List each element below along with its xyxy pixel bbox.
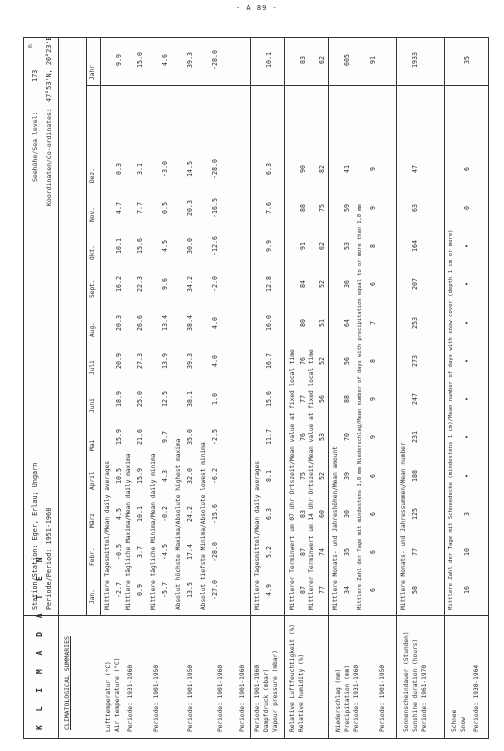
humidity-14-cell: 82 — [318, 165, 326, 173]
precip-label-de: Niederschlag (mm) — [335, 668, 342, 732]
humidity-07-cell: 80 — [299, 319, 307, 327]
temp-mean-cell: 10.1 — [115, 238, 123, 254]
temp-mean-cell: 20.3 — [115, 315, 123, 331]
humidity-07-cell: 91 — [299, 242, 307, 250]
year-column-rule — [86, 85, 488, 86]
precip-days-cell: 6 — [369, 282, 377, 286]
temp-min-mean-cell: 12.5 — [161, 391, 169, 407]
vapour-mean-cell: 16.7 — [265, 353, 273, 369]
temp-abs-min-cell: -2.0 — [211, 276, 219, 292]
vapour-mean-cell: 15.6 — [265, 391, 273, 407]
vapour-period: Periode: 1901-1960 — [254, 664, 261, 732]
humidity-14-cell: 77 — [318, 586, 326, 594]
sunshine-hours-cell: 207 — [411, 278, 419, 290]
temp-abs-max-cell: 17.4 — [186, 544, 194, 560]
temp-min-mean-cell: -5.7 — [161, 582, 169, 598]
section-rule-vapour — [284, 38, 285, 738]
precip-days-cell: 6 — [369, 550, 377, 554]
temp-label-en: Air temperature (°C) — [114, 657, 121, 732]
temp-max-mean-cell: 3.1 — [136, 163, 144, 175]
vapour-mean-cell: 7.6 — [265, 202, 273, 214]
precip-amount-cell: 35 — [343, 548, 351, 556]
vapour-mean-cell: 4.9 — [265, 584, 273, 596]
sunshine-period: Periode: 1961-1970 — [421, 664, 428, 732]
temp-abs-min-cell: -12.6 — [211, 236, 219, 256]
title-rule — [58, 38, 59, 738]
sunshine-hours-cell: 77 — [411, 548, 419, 556]
section-rule-sunshine — [444, 38, 445, 738]
humidity-07-cell: 76 — [299, 357, 307, 365]
precip-amount-cell: 53 — [343, 242, 351, 250]
temp-max-mean-cell: 10.1 — [136, 506, 144, 522]
section-rule-precip — [396, 38, 397, 738]
temp-abs-max-cell: 24.2 — [186, 506, 194, 522]
temp-period-5: Periode: 1901-1960 — [239, 664, 246, 732]
elevation-value: 173 — [31, 69, 39, 82]
humidity-07-cell: 83 — [299, 56, 307, 64]
humidity-14-cell: 75 — [318, 204, 326, 212]
temp-min-mean-cell: 4.5 — [161, 240, 169, 252]
month-header-8: Sept. — [89, 279, 96, 298]
humidity-14-cell: 56 — [318, 395, 326, 403]
humidity-14-cell: 52 — [318, 280, 326, 288]
precip-period-1: Periode: 1931-1960 — [353, 664, 360, 732]
temp-abs-min-cell: -28.0 — [211, 159, 219, 179]
temp-abs-max-cell: 38.4 — [186, 315, 194, 331]
sunshine-hours-cell: 1933 — [411, 52, 419, 68]
month-header-10: Nov. — [89, 207, 96, 222]
temp-min-mean-cell: 9.6 — [161, 278, 169, 290]
humidity-07-cell: 83 — [299, 510, 307, 518]
section-rule-humidity — [328, 38, 329, 738]
temp-desc-2: Mittlere tägliche Maxima/Mean daily maxima — [125, 453, 132, 610]
snow-days-cell: 16 — [463, 586, 471, 594]
temp-period-4: Periode: 1901-1960 — [217, 664, 224, 732]
coordinates-value: 47°53'N, 20°23'E — [45, 36, 53, 102]
sunshine-hours-cell: 63 — [411, 204, 419, 212]
temp-abs-max-cell: 20.3 — [186, 200, 194, 216]
precip-amount-cell: 64 — [343, 319, 351, 327]
snow-days-cell: 10 — [463, 548, 471, 556]
temp-abs-min-cell: -28.0 — [211, 542, 219, 562]
sunshine-label-en: Sunshine duration (hours) — [412, 638, 419, 732]
humidity-07-cell: 75 — [299, 472, 307, 480]
month-header-1: Febr. — [89, 547, 96, 566]
precip-amount-cell: 88 — [343, 395, 351, 403]
vapour-label-en: Vapour pressure (mbar) — [272, 650, 279, 732]
precip-days-cell: 7 — [369, 321, 377, 325]
vapour-mean-cell: 10.1 — [265, 52, 273, 68]
section-rule-temp — [250, 38, 251, 738]
precip-desc-2: Mittlere Zahl der Tage mit mindestens 1,0 mm Niederschlag/Mean number of days with precipitation equal to or more than 1,0 mm — [357, 204, 363, 610]
vapour-mean-cell: 5.2 — [265, 546, 273, 558]
temp-abs-min-cell: -28.0 — [211, 50, 219, 70]
month-header-4: Mai — [89, 439, 96, 451]
precip-days-cell: 6 — [369, 474, 377, 478]
humidity-label-en: Relative humidity (%) — [298, 653, 305, 732]
humidity-07-cell: 84 — [299, 280, 307, 288]
sunshine-desc: Mittlere Monats- und Jahressummen/Mean number — [400, 442, 407, 610]
temp-period-3: Periode: 1901-1950 — [187, 664, 194, 732]
sunshine-hours-cell: 125 — [411, 508, 419, 520]
precip-days-cell: 9 — [369, 167, 377, 171]
humidity-07-cell: 90 — [299, 165, 307, 173]
snow-days-cell: • — [463, 435, 471, 439]
temp-mean-cell: 20.9 — [115, 353, 123, 369]
sunshine-hours-cell: 253 — [411, 317, 419, 329]
month-header-5: Juni — [89, 398, 96, 413]
doc-title: K L I M A D A T E N — [35, 552, 44, 730]
humidity-14-cell: 53 — [318, 433, 326, 441]
precip-amount-cell: 30 — [343, 510, 351, 518]
sunshine-hours-cell: 47 — [411, 165, 419, 173]
month-header-11: Dez. — [89, 168, 96, 183]
snow-days-cell: 0 — [463, 206, 471, 210]
month-header-3: April — [89, 471, 96, 490]
temp-abs-max-cell: 38.1 — [186, 391, 194, 407]
precip-days-cell: 6 — [369, 512, 377, 516]
temp-abs-min-cell: 4.0 — [211, 317, 219, 329]
temp-abs-max-cell: 14.5 — [186, 161, 194, 177]
humidity-desc-2: Mittlerer Terminwert um 14 Uhr Ortszeit/Mean value at fixed local time — [308, 349, 315, 610]
temp-abs-max-cell: 13.5 — [186, 582, 194, 598]
vapour-mean-cell: 6.3 — [265, 508, 273, 520]
temp-mean-cell: 15.9 — [115, 429, 123, 445]
temp-mean-cell: 0.3 — [115, 163, 123, 175]
sunshine-hours-cell: 231 — [411, 431, 419, 443]
temp-max-mean-cell: 15.0 — [136, 52, 144, 68]
humidity-14-cell: 74 — [318, 548, 326, 556]
snow-days-cell: • — [463, 282, 471, 286]
humidity-07-cell: 76 — [299, 433, 307, 441]
precip-amount-cell: 36 — [343, 280, 351, 288]
vapour-mean-cell: 16.0 — [265, 315, 273, 331]
temp-max-mean-cell: 15.6 — [136, 238, 144, 254]
snow-desc: Mittlere Zahl der Tage mit Schneedecke (mindestens 1 cm)/Mean number of days with snow cover (depth 1 cm or more) — [448, 229, 454, 610]
temp-min-mean-cell: 9.7 — [161, 431, 169, 443]
month-header-7: Aug. — [89, 322, 96, 337]
temp-desc-1: Mittlere Tagesmittel/Mean daily averages — [104, 460, 111, 610]
vapour-mean-cell: 9.9 — [265, 240, 273, 252]
snow-label-de: Schnee — [451, 709, 458, 732]
humidity-label-de: Relative Luftfeuchtigkeit (%) — [289, 623, 296, 732]
station-name: Station/Station: Eger, Erlau; Ungarn — [31, 462, 39, 610]
precip-period-2: Periode: 1901-1950 — [379, 664, 386, 732]
temp-min-mean-cell: -0.2 — [161, 506, 169, 522]
temp-min-mean-cell: 4.6 — [161, 54, 169, 66]
temp-max-mean-cell: 0.9 — [136, 584, 144, 596]
month-header-rule-top — [86, 38, 87, 616]
snow-days-cell: 6 — [463, 167, 471, 171]
page-number: - A 89 - — [236, 4, 278, 12]
sunshine-hours-cell: 164 — [411, 240, 419, 252]
month-header-12: Jahr — [89, 65, 96, 80]
temp-mean-cell: 4.7 — [115, 202, 123, 214]
vapour-mean-cell: 6.3 — [265, 163, 273, 175]
temp-min-mean-cell: -4.5 — [161, 544, 169, 560]
vapour-label-de: Dampfdruck (mbar) — [263, 668, 270, 732]
temp-max-mean-cell: 27.3 — [136, 353, 144, 369]
humidity-14-cell: 51 — [318, 319, 326, 327]
temp-max-mean-cell: 7.7 — [136, 202, 144, 214]
temp-mean-cell: 18.9 — [115, 391, 123, 407]
temp-mean-cell: 10.5 — [115, 468, 123, 484]
temp-period-2: Periode: 1901-1950 — [153, 664, 160, 732]
snow-days-cell: 3 — [463, 512, 471, 516]
precip-days-cell: 8 — [369, 244, 377, 248]
sea-level-label: Seehöhe/Sea level: — [31, 111, 39, 182]
month-header-0: Jan. — [89, 589, 96, 604]
label-column-rule — [24, 615, 488, 616]
elevation-unit: m — [27, 44, 34, 48]
snow-label-en: Snow — [460, 717, 467, 732]
temp-max-mean-cell: 22.3 — [136, 276, 144, 292]
temp-period-1: Periode: 1931-1960 — [127, 664, 134, 732]
precip-days-cell: 9 — [369, 397, 377, 401]
humidity-14-cell: 62 — [318, 242, 326, 250]
humidity-desc-1: Mittlerer Terminwert um 07 Uhr Ortszeit/Mean value at fixed local time — [289, 349, 296, 610]
temp-max-mean-cell: 21.6 — [136, 429, 144, 445]
temp-mean-cell: -2.7 — [115, 582, 123, 598]
month-header-2: März — [89, 513, 96, 528]
snow-days-cell: • — [463, 359, 471, 363]
precip-amount-cell: 59 — [343, 204, 351, 212]
snow-days-cell: • — [463, 321, 471, 325]
precip-days-cell: 9 — [369, 206, 377, 210]
humidity-07-cell: 87 — [299, 586, 307, 594]
precip-amount-cell: 56 — [343, 357, 351, 365]
month-header-rule-bottom — [100, 38, 101, 616]
temp-max-mean-cell: 15.9 — [136, 468, 144, 484]
temp-max-mean-cell: 3.7 — [136, 546, 144, 558]
temp-desc-4: Absolut höchste Maxima/Absolute highest maxima — [175, 438, 182, 610]
month-header-9: Okt. — [89, 245, 96, 260]
temp-abs-min-cell: -2.5 — [211, 429, 219, 445]
precip-days-cell: 6 — [369, 588, 377, 592]
precip-amount-cell: 605 — [343, 54, 351, 66]
precip-days-cell: 91 — [369, 56, 377, 64]
temp-abs-min-cell: 1.0 — [211, 393, 219, 405]
temp-label-de: Lufttemperatur (°C) — [105, 661, 112, 732]
temp-max-mean-cell: 25.0 — [136, 391, 144, 407]
vapour-mean-cell: 11.7 — [265, 429, 273, 445]
temp-min-mean-cell: -3.0 — [161, 161, 169, 177]
temp-abs-max-cell: 34.2 — [186, 276, 194, 292]
temp-mean-cell: 16.2 — [115, 276, 123, 292]
vapour-mean-cell: 12.8 — [265, 276, 273, 292]
temp-abs-min-cell: -6.2 — [211, 468, 219, 484]
temp-min-mean-cell: 13.4 — [161, 315, 169, 331]
rotated-table — [24, 38, 488, 738]
humidity-14-cell: 62 — [318, 56, 326, 64]
doc-subtitle: CLIMATOLOGICAL SUMMARIES — [63, 636, 71, 730]
vapour-mean-cell: 8.1 — [265, 470, 273, 482]
sunshine-hours-cell: 58 — [411, 586, 419, 594]
temp-abs-max-cell: 39.3 — [186, 353, 194, 369]
period-label: Periode/Period: 1951-1960 — [45, 507, 53, 610]
temp-abs-max-cell: 35.0 — [186, 429, 194, 445]
snow-days-cell: • — [463, 244, 471, 248]
snow-days-cell: • — [463, 474, 471, 478]
temp-abs-min-cell: -27.0 — [211, 580, 219, 600]
precip-label-en: Precipitation (mm) — [344, 664, 351, 732]
humidity-07-cell: 88 — [299, 204, 307, 212]
precip-days-cell: 8 — [369, 359, 377, 363]
temp-min-mean-cell: 0.5 — [161, 202, 169, 214]
temp-desc-3: Mittlere tägliche Minima/Mean daily minima — [150, 453, 157, 610]
snow-days-cell: • — [463, 397, 471, 401]
precip-amount-cell: 34 — [343, 586, 351, 594]
sunshine-label-de: Sonnenscheindauer (Stunden) — [403, 631, 410, 732]
humidity-07-cell: 87 — [299, 548, 307, 556]
temp-mean-cell: 4.5 — [115, 508, 123, 520]
humidity-14-cell: 52 — [318, 357, 326, 365]
sunshine-hours-cell: 247 — [411, 393, 419, 405]
precip-desc-1: Mittlere Monats- und Jahreshöhen/Mean amount — [332, 446, 339, 610]
temp-max-mean-cell: 26.6 — [136, 315, 144, 331]
precip-amount-cell: 41 — [343, 165, 351, 173]
snow-period: Periode: 1930-1964 — [473, 664, 480, 732]
vapour-desc: Mittlere Tagesmittel/Mean daily averages — [254, 460, 261, 610]
coordinates-label: Koordinaten/Co-ordinates: — [45, 108, 53, 206]
temp-desc-5: Absolut tiefste Minima/Absolute lowest minima — [200, 442, 207, 610]
temp-min-mean-cell: 13.9 — [161, 353, 169, 369]
temp-mean-cell: 9.9 — [115, 54, 123, 66]
temp-abs-max-cell: 30.0 — [186, 238, 194, 254]
temp-abs-max-cell: 39.3 — [186, 52, 194, 68]
humidity-14-cell: 60 — [318, 510, 326, 518]
snow-days-cell: 35 — [463, 56, 471, 64]
temp-abs-min-cell: -16.5 — [211, 198, 219, 218]
sunshine-hours-cell: 188 — [411, 470, 419, 482]
temp-mean-cell: -0.5 — [115, 544, 123, 560]
humidity-14-cell: 52 — [318, 472, 326, 480]
temp-abs-min-cell: -15.6 — [211, 504, 219, 524]
precip-days-cell: 9 — [369, 435, 377, 439]
temp-min-mean-cell: 4.3 — [161, 470, 169, 482]
precip-amount-cell: 39 — [343, 472, 351, 480]
humidity-07-cell: 77 — [299, 395, 307, 403]
temp-abs-max-cell: 32.0 — [186, 468, 194, 484]
month-header-6: Juli — [89, 360, 96, 375]
precip-amount-cell: 70 — [343, 433, 351, 441]
climate-data-sheet — [23, 37, 489, 739]
temp-abs-min-cell: 4.0 — [211, 355, 219, 367]
sunshine-hours-cell: 273 — [411, 355, 419, 367]
